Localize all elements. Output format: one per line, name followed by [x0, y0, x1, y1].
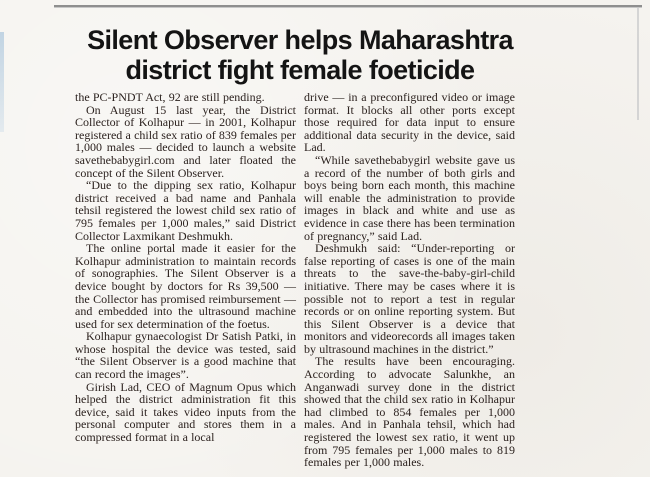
- article-paragraph: The online portal made it easier for the Kolhapur administration to maintain records of sonographies. The Silent Observer is a device bought by doctors for Rs 39,500 — the Collector has promised reimbursement — and embedded into the ultrasound machine used for sex determination of the foetus.: [75, 241, 296, 331]
- article-paragraph: The results have been encouraging. According to advocate Salunkhe, an Anganwadi survey done in the district showed that the child sex ratio in Kolhapur had climbed to 854 females per 1,000 males. And in Panhala tehsil, which had registered the lowest sex ratio, it went up from 795 females per 1,000 males to 819 females per 1,000 males.: [304, 354, 515, 470]
- article-column-right: [304, 91, 515, 469]
- article-paragraph: “While savethebabygirl website gave us a record of the number of both girls and boys being born each month, this machine will enable the administration to provide images in black and white and use as evidence in case there has been termination of pregnancy,” said Lad.: [304, 152, 515, 243]
- article-paragraph: Deshmukh said: “Under-reporting or false reporting of cases is one of the main threats to the save-the-baby-girl-child initiative. There may be cases where it is possible not to report a test in regular records or on online reporting system. But this Silent Observer is a device that monitors and videorecords all images taken by ultrasound machines in the district.”: [304, 241, 515, 356]
- article-paragraph: Kolhapur gynaecologist Dr Satish Patki, in whose hospital the device was tested, said “the Silent Observer is a good machine that can record the images”.: [75, 329, 296, 382]
- headline-line-1: Silent Observer helps Maharashtra: [87, 25, 513, 55]
- article-paragraph: Girish Lad, CEO of Magnum Opus which helped the district administration fit this device, said it takes video inputs from the personal computer and stores them in a compressed format in a local: [75, 379, 296, 445]
- headline-line-2: district fight female foeticide: [125, 55, 475, 85]
- article-column-left: [75, 91, 296, 469]
- article-paragraph: “Due to the dipping sex ratio, Kolhapur district received a bad name and Panhala tehsil registered the lowest child sex ratio of 795 females per 1,000 males,” said District Collector Laxmikant Deshmukh.: [75, 178, 296, 243]
- scan-artifact-right: [637, 8, 639, 120]
- top-divider-rule: [54, 5, 642, 8]
- article-paragraph: On August 15 last year, the District Collector of Kolhapur — in 2001, Kolhapur registered a child sex ratio of 839 females per 1,000 males — decided to launch a website savethebabygirl.com and later floated the concept of the Silent Observer.: [75, 102, 296, 180]
- article-body: [75, 91, 515, 469]
- article-paragraph: drive — in a preconfigured video or image format. It blocks all other ports except those required for data input to ensure additional data security in the device, said Lad.: [304, 90, 515, 155]
- article-headline: [40, 25, 560, 85]
- article-paragraph: the PC-PNDT Act, 92 are still pending.: [75, 90, 265, 104]
- scan-artifact-left: [0, 32, 4, 132]
